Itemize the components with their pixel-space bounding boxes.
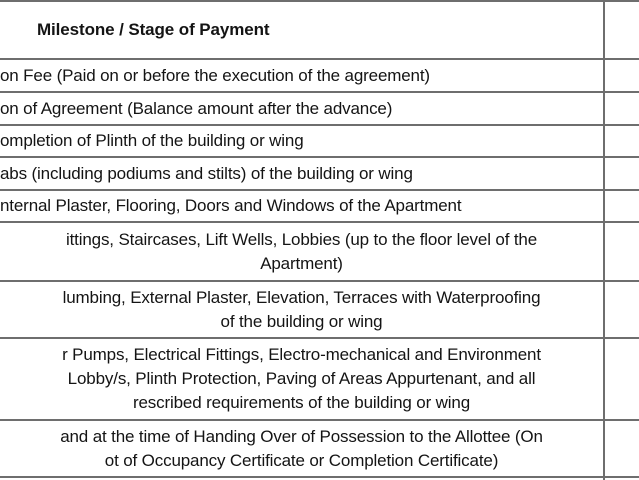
table-row (0, 158, 603, 189)
milestone-text: and at the time of Handing Over of Possession to the Allottee (On ot of Occupancy Certificate or Completion Certificate) (60, 426, 543, 470)
table-row (0, 282, 603, 337)
table-row (0, 339, 603, 419)
milestone-text: lumbing, External Plaster, Elevation, Terraces with Waterproofing of the building or wing (62, 287, 541, 331)
table-row (0, 60, 603, 91)
table-row (0, 191, 603, 221)
table-row (0, 126, 603, 156)
table-row (0, 93, 603, 124)
milestone-text: on Fee (Paid on or before the execution of the agreement) (0, 65, 430, 85)
milestone-text: abs (including podiums and stilts) of the building or wing (0, 163, 413, 183)
milestone-text: on of Agreement (Balance amount after the advance) (0, 98, 393, 118)
milestone-text: ittings, Staircases, Lift Wells, Lobbies (up to the floor level of the Apartment) (65, 229, 538, 273)
table-bottom-border (0, 476, 639, 478)
table-row (0, 421, 603, 476)
column-divider (603, 0, 605, 480)
column-header (0, 2, 603, 58)
milestone-text: ompletion of Plinth of the building or wing (0, 131, 304, 150)
column-header-label: Milestone / Stage of Payment (37, 20, 270, 39)
milestone-text: r Pumps, Electrical Fittings, Electro-mechanical and Environment Lobby/s, Plinth Protection, Paving of Areas Appurtenant, and all rescribed requirements of the building or wing (62, 345, 541, 412)
table-row (0, 223, 603, 280)
milestone-text: nternal Plaster, Flooring, Doors and Windows of the Apartment (0, 196, 462, 215)
